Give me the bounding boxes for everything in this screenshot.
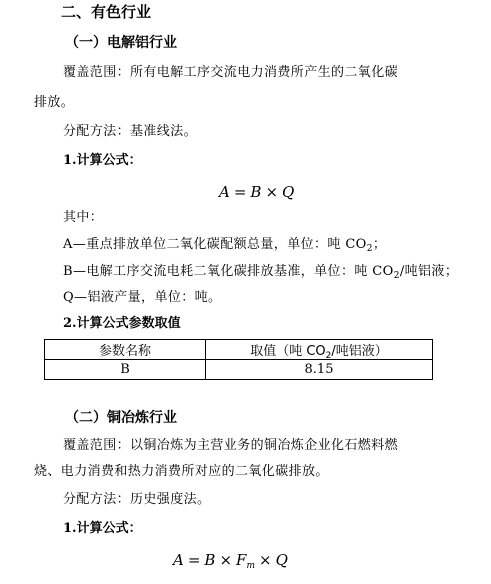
formula2-b: B: [204, 551, 216, 569]
copper-scope-line2: 烧、电力消费和热力消费所对应的二氧化碳排放。: [34, 464, 329, 479]
definition-a-sub: 2: [366, 244, 373, 254]
aluminum-formula: [219, 182, 294, 202]
aluminum-heading: （一）电解铝行业: [65, 35, 177, 51]
copper-formula: [173, 550, 288, 570]
params-table-header-row: [45, 340, 433, 360]
formula-q: Q: [282, 183, 295, 201]
definition-b: [63, 262, 458, 282]
formula2-q: Q: [275, 551, 288, 569]
copper-method: 分配方法：历史强度法。: [63, 492, 211, 507]
formula-times: ×: [265, 183, 279, 201]
header-param-value: [206, 340, 433, 360]
formula2-times2: ×: [259, 551, 272, 569]
formula2-f-sub: m: [246, 561, 255, 571]
header-value-sub: 2: [325, 351, 332, 361]
header-param-name: 参数名称: [45, 340, 206, 360]
header-value-prefix: 取值（吨 CO: [250, 344, 326, 359]
definition-b-text: B—电解工序交流电耗二氧化碳排放基准，单位：吨 CO: [63, 264, 394, 279]
aluminum-method: 分配方法：基准线法。: [63, 124, 198, 139]
definition-a-end: ；: [372, 237, 387, 252]
formula-b: B: [250, 183, 262, 201]
definition-a: [63, 235, 386, 255]
copper-heading: （二）铜冶炼行业: [65, 410, 177, 426]
aluminum-scope-line2: 排放。: [34, 95, 75, 110]
params-heading: 2.计算公式参数取值: [63, 316, 181, 331]
formula-eq: =: [233, 183, 247, 201]
formula2-eq: =: [187, 551, 201, 569]
formula2-f: F: [236, 551, 247, 569]
table-cell-name: B: [45, 360, 206, 380]
definition-b-sub: 2: [393, 271, 400, 281]
definition-a-text: A—重点排放单位二氧化碳配额总量，单位：吨 CO: [63, 237, 367, 252]
copper-formula-heading: 1.计算公式：: [63, 521, 142, 536]
section-heading: 二、有色行业: [61, 3, 152, 21]
aluminum-formula-heading: 1.计算公式：: [63, 153, 142, 168]
formula-lhs: A: [219, 183, 230, 201]
params-table: [44, 339, 433, 380]
formula2-times: ×: [219, 551, 233, 569]
table-cell-value: 8.15: [206, 360, 433, 380]
formula2-lhs: A: [173, 551, 184, 569]
definition-b-end: /吨铝液；: [399, 264, 459, 279]
header-value-suffix: /吨铝液）: [331, 344, 388, 359]
definition-q: Q—铝液产量，单位：吨。: [63, 290, 222, 305]
where-label: 其中：: [63, 210, 104, 225]
aluminum-scope-line1: 覆盖范围：所有电解工序交流电力消费所产生的二氧化碳: [63, 65, 399, 80]
copper-scope-line1: 覆盖范围：以铜冶炼为主营业务的铜冶炼企业化石燃料燃: [63, 438, 399, 453]
table-row: [45, 360, 433, 380]
